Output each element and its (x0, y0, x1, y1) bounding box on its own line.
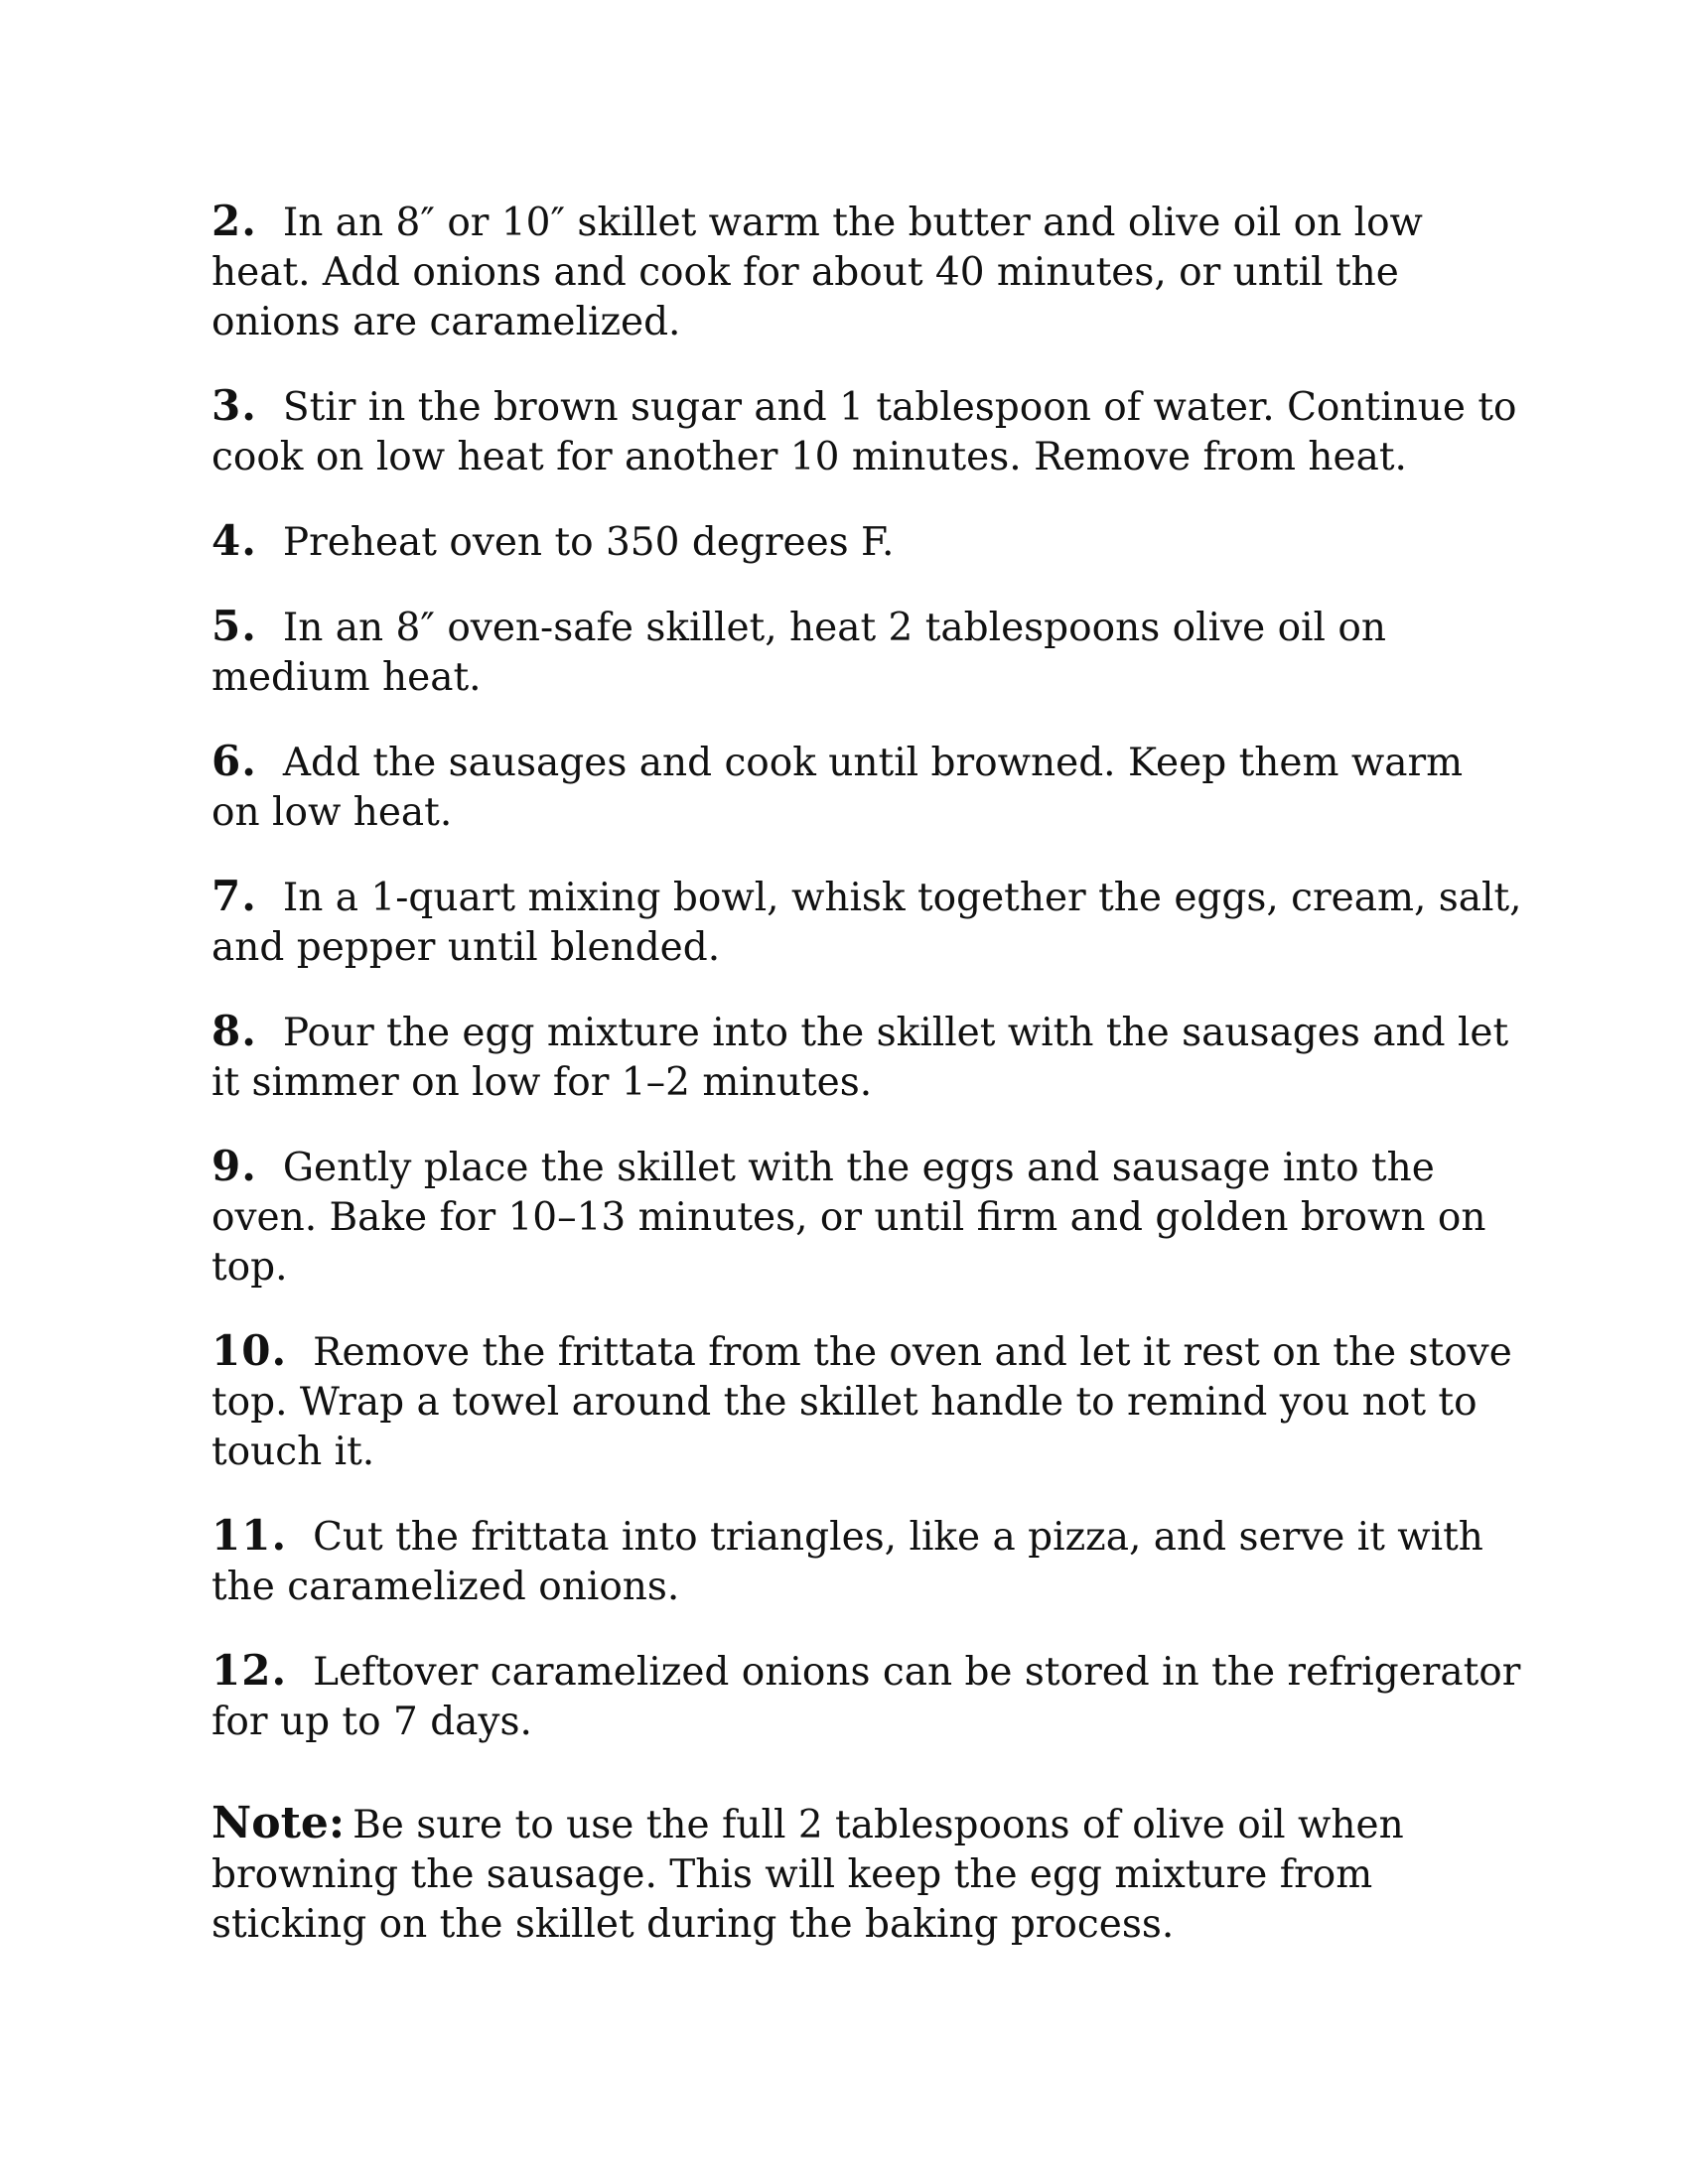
step-text: Gently place the skillet with the eggs and sausage into the oven. Bake for 10–13 minutes, or until firm and golden brown on top. (211, 1146, 1486, 1290)
recipe-instructions-page (211, 197, 1522, 1988)
step-item (211, 197, 1522, 347)
step-number: 3. (211, 381, 257, 430)
step-text: In an 8″ or 10″ skillet warm the butter and olive oil on low heat. Add onions and cook for about 40 minutes, or until the onions are caramelized. (211, 201, 1423, 344)
step-item (211, 872, 1522, 973)
step-number: 4. (211, 516, 257, 565)
step-item (211, 516, 1522, 568)
cooking-note (211, 1799, 1522, 1950)
step-item (211, 1007, 1522, 1108)
step-item (211, 737, 1522, 838)
step-item (211, 1511, 1522, 1612)
step-number: 8. (211, 1007, 257, 1055)
step-item (211, 602, 1522, 703)
step-item (211, 381, 1522, 482)
step-text: Stir in the brown sugar and 1 tablespoon of water. Continue to cook on low heat for another 10 minutes. Remove from heat. (211, 385, 1517, 479)
step-text: Pour the egg mixture into the skillet with the sausages and let it simmer on low for 1–2 minutes. (211, 1011, 1509, 1105)
step-item (211, 1326, 1522, 1477)
step-number: 6. (211, 737, 257, 785)
note-text: Be sure to use the full 2 tablespoons of olive oil when browning the sausage. This will keep the egg mixture from sticking on the skillet during the baking process. (211, 1803, 1404, 1947)
step-number: 9. (211, 1142, 257, 1190)
step-number: 7. (211, 872, 257, 920)
step-item (211, 1646, 1522, 1747)
step-text: Cut the frittata into triangles, like a pizza, and serve it with the caramelized onions. (211, 1515, 1483, 1609)
step-text: Add the sausages and cook until browned. Keep them warm on low heat. (211, 741, 1464, 835)
note-label: Note: (211, 1798, 346, 1848)
step-text: In a 1-quart mixing bowl, whisk together the eggs, cream, salt, and pepper until blended. (211, 876, 1522, 970)
step-text: In an 8″ oven-safe skillet, heat 2 tablespoons olive oil on medium heat. (211, 606, 1386, 700)
step-number: 12. (211, 1646, 288, 1695)
step-number: 2. (211, 197, 257, 245)
step-text: Remove the frittata from the oven and let it rest on the stove top. Wrap a towel around the skillet handle to remind you not to touch it. (211, 1330, 1512, 1474)
step-number: 11. (211, 1511, 288, 1560)
step-text: Leftover caramelized onions can be stored in the refrigerator for up to 7 days. (211, 1650, 1521, 1744)
step-item (211, 1142, 1522, 1293)
step-text: Preheat oven to 350 degrees F. (282, 520, 895, 565)
step-number: 5. (211, 602, 257, 650)
step-number: 10. (211, 1326, 288, 1375)
